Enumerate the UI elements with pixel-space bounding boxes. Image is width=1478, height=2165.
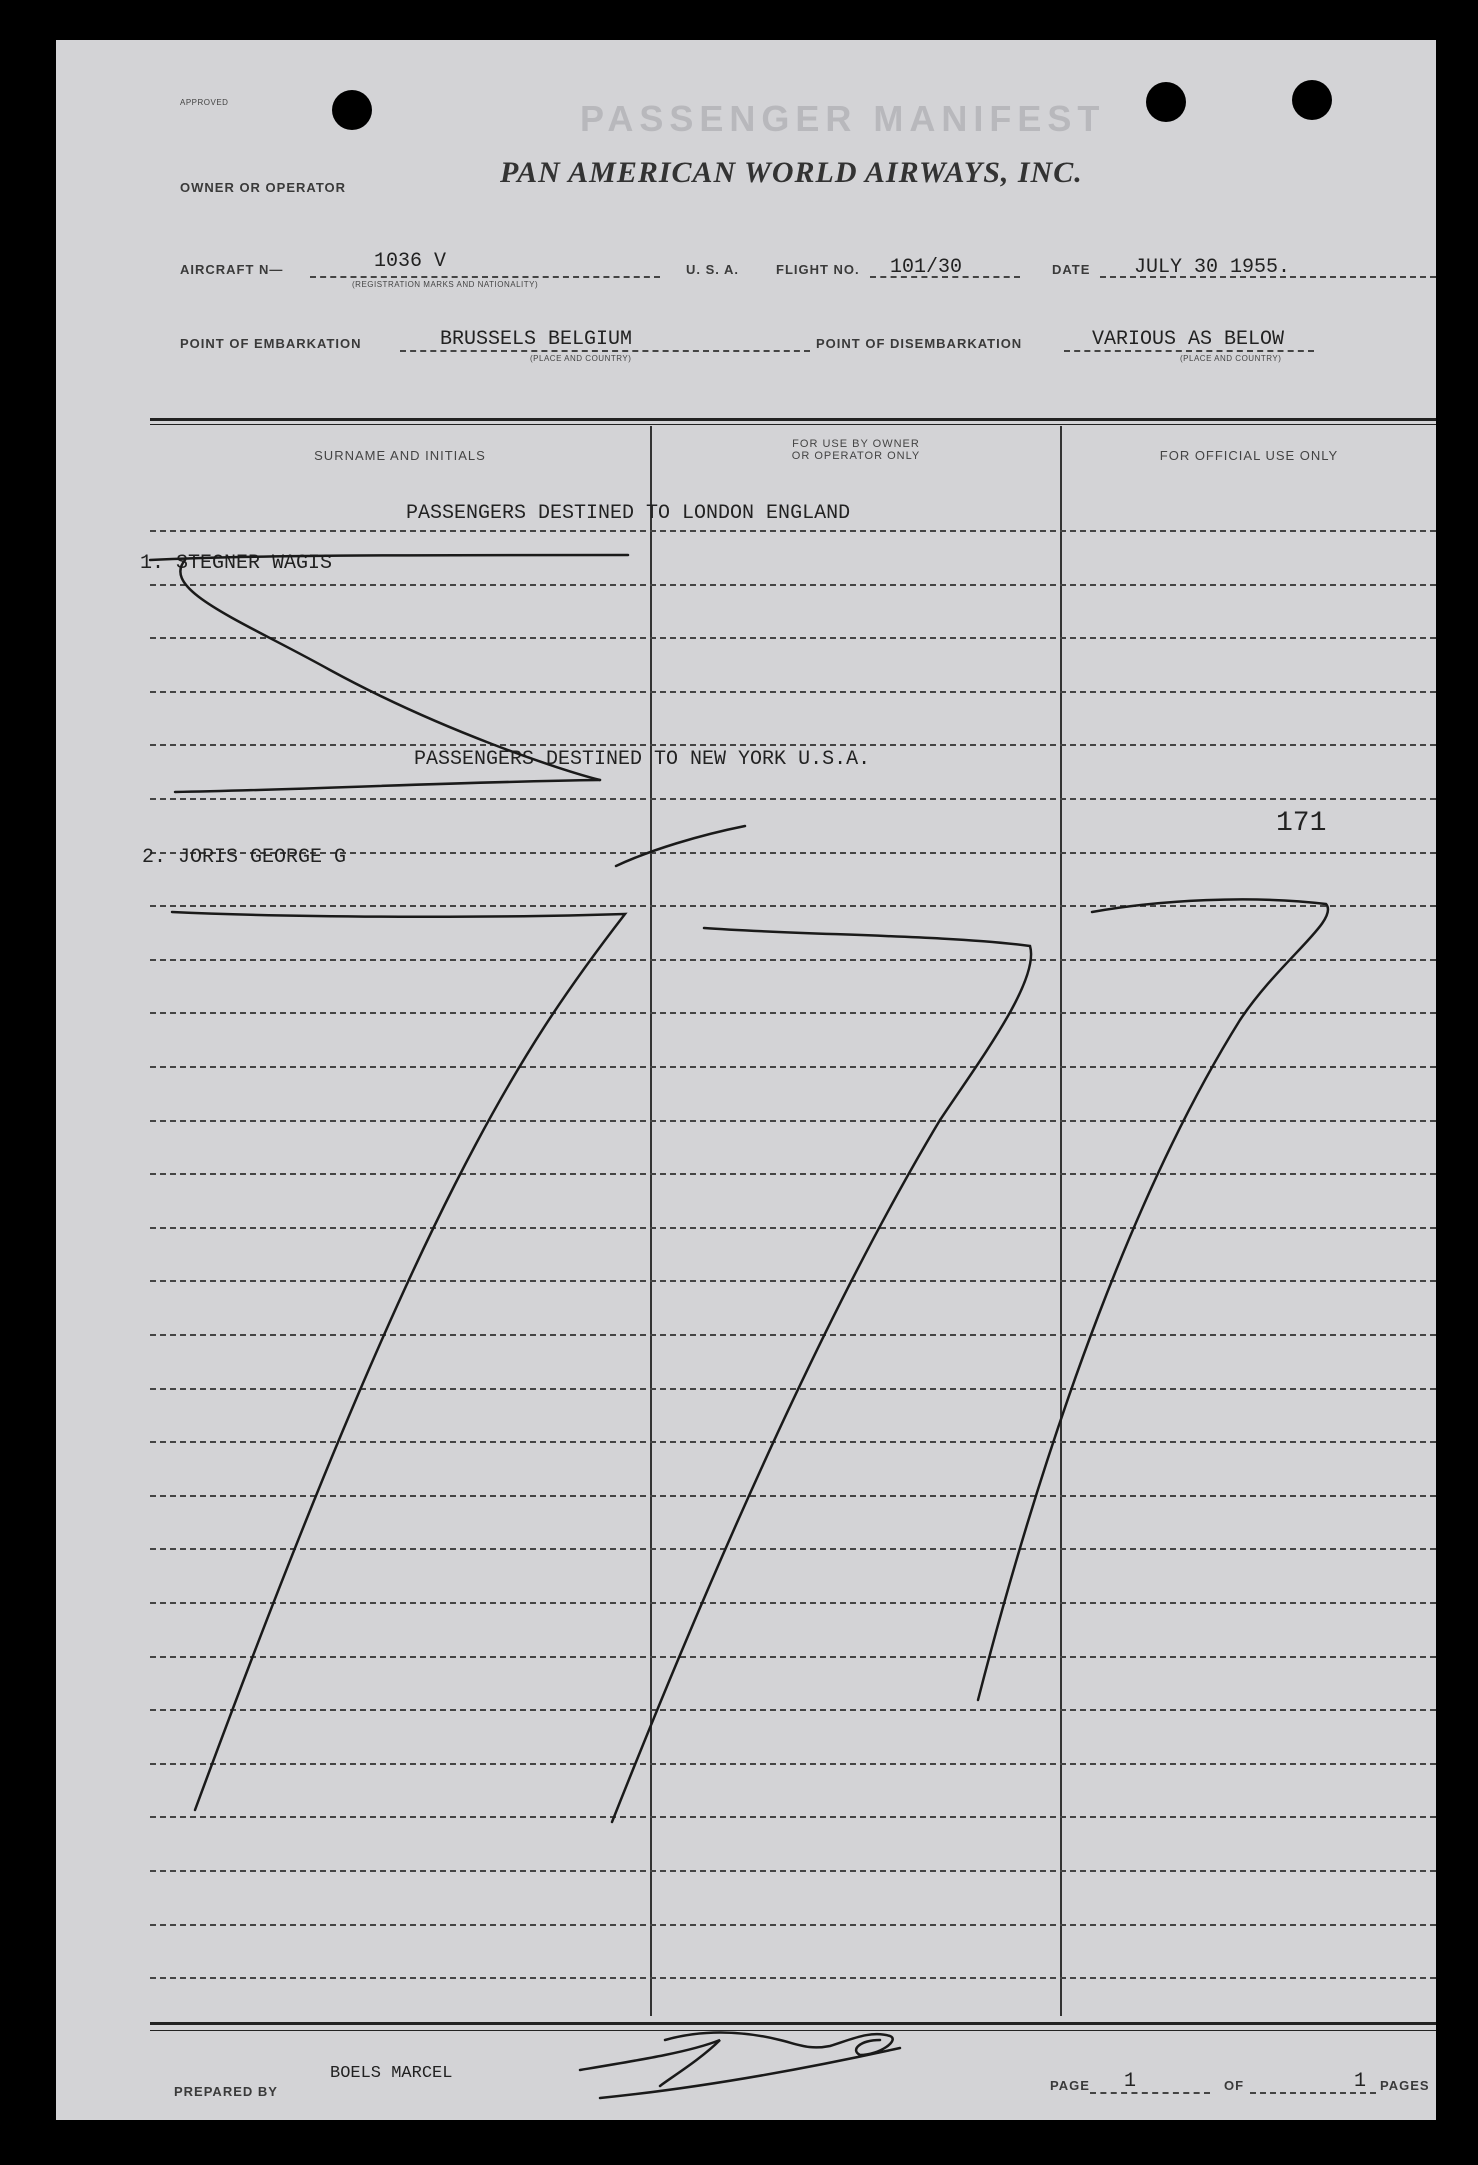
disembarkation-value: VARIOUS AS BELOW [1092, 328, 1285, 351]
flight-label: FLIGHT NO. [776, 262, 860, 277]
underline-stroke [175, 780, 600, 792]
passenger-entry-2: 2. JORIS GEORGE G [142, 846, 347, 869]
col-header-official: FOR OFFICIAL USE ONLY [1159, 448, 1339, 463]
flight-value: 101/30 [890, 256, 963, 279]
form-title: PASSENGER MANIFEST [580, 98, 1106, 139]
of-value: 1 [1354, 2070, 1367, 2093]
embarkation-label: POINT OF EMBARKATION [180, 336, 362, 351]
section-london: PASSENGERS DESTINED TO LONDON ENGLAND [406, 502, 851, 525]
strike-entry-1 [150, 555, 628, 560]
section-new-york: PASSENGERS DESTINED TO NEW YORK U.S.A. [414, 748, 871, 771]
diagonal-strike [180, 560, 600, 780]
dash-stroke [616, 826, 745, 866]
of-label: OF [1224, 2078, 1245, 2093]
official-number: 171 [1276, 808, 1327, 839]
place-note-embarkation: (PLACE AND COUNTRY) [530, 354, 632, 363]
col-header-owner-line2: OR OPERATOR ONLY [791, 450, 921, 462]
seven-col-2 [612, 928, 1031, 1822]
signature [580, 2033, 900, 2099]
registration-note: (REGISTRATION MARKS AND NATIONALITY) [352, 280, 539, 289]
passenger-entry-1: 1. STEGNER WAGIS [140, 552, 333, 575]
approved-stamp: APPROVED [180, 98, 229, 107]
aircraft-label: AIRCRAFT N— [180, 262, 284, 277]
col-header-surname: SURNAME AND INITIALS [314, 448, 486, 463]
page-value: 1 [1124, 2070, 1137, 2093]
page-label: PAGE [1050, 2078, 1090, 2093]
seven-col-1 [172, 912, 625, 1810]
disembarkation-label: POINT OF DISEMBARKATION [816, 336, 1023, 351]
owner-label: OWNER OR OPERATOR [180, 180, 347, 195]
owner-value: PAN AMERICAN WORLD AIRWAYS, INC. [500, 156, 1083, 189]
prepared-label: PREPARED BY [174, 2084, 278, 2099]
date-label: DATE [1052, 262, 1091, 277]
date-value: JULY 30 1955. [1134, 256, 1291, 279]
place-note-disembarkation: (PLACE AND COUNTRY) [1180, 354, 1282, 363]
col-header-owner-line1: FOR USE BY OWNER [792, 438, 920, 450]
prepared-value: BOELS MARCEL [330, 2064, 453, 2083]
usa-label: U. S. A. [686, 262, 740, 277]
embarkation-value: BRUSSELS BELGIUM [440, 328, 633, 351]
seven-col-3 [978, 899, 1328, 1700]
aircraft-value: 1036 V [374, 250, 447, 273]
pages-label: PAGES [1380, 2078, 1430, 2093]
